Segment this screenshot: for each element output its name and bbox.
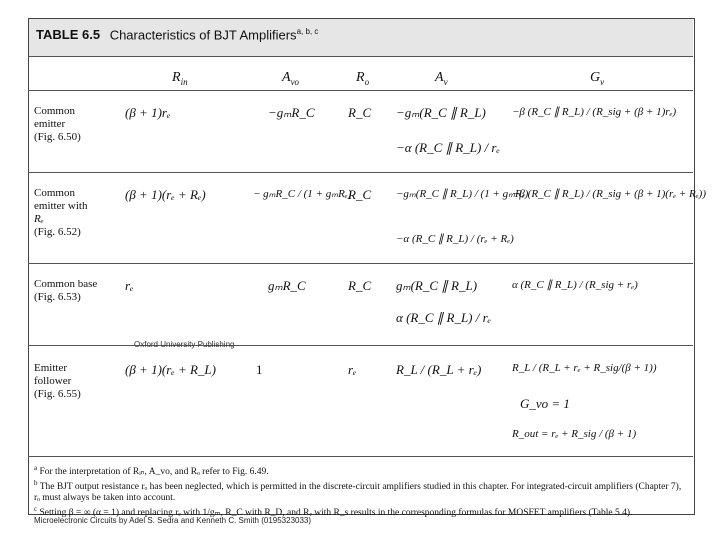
footer-citation: Microelectronic Circuits by Adel S. Sedra and Kenneth C. Smith (0195323033) (34, 516, 312, 525)
cell-av-alt: −α (R_C ∥ R_L) / rₑ (396, 140, 500, 155)
cell-rin: (β + 1)(rₑ + Rₑ) (125, 187, 206, 202)
table-title-superscript: a, b, c (296, 27, 319, 36)
cell-rin: (β + 1)rₑ (125, 105, 171, 120)
cell-ro: R_C (348, 187, 372, 202)
cell-gv: −β (R_C ∥ R_L) / (R_sig + (β + 1)(rₑ + Rₑ)) (512, 188, 706, 200)
cell-avo: 1 (256, 362, 263, 377)
cell-rin: rₑ (125, 278, 134, 293)
cell-avo: −gₘR_C (268, 105, 315, 120)
table-frame (28, 18, 695, 515)
row-label-common-base: Common base (Fig. 6.53) (34, 278, 98, 303)
row-label-emitter-follower: Emitter follower (Fig. 6.55) (34, 362, 81, 400)
row-rule (28, 172, 693, 173)
table-title-text: Characteristics of BJT Amplifiers (109, 27, 297, 43)
cell-av: gₘ(R_C ∥ R_L) (396, 278, 478, 293)
cell-gv: α (R_C ∥ R_L) / (R_sig + rₑ) (512, 279, 638, 291)
cell-ro: R_C (348, 278, 372, 293)
header-avo: $A_{vo}$ (282, 70, 300, 87)
cell-av: −gₘ(R_C ∥ R_L) (396, 105, 486, 120)
cell-rout: R_out = rₑ + R_sig / (β + 1) (512, 428, 637, 440)
cell-gv: −β (R_C ∥ R_L) / (R_sig + (β + 1)rₑ) (512, 106, 677, 118)
copyright-notice: Oxford University Publishing (134, 340, 235, 349)
footnote: $^a$ For the interpretation of Rᵢₙ, A_vo, and Rₒ refer to Fig. 6.49. (34, 464, 269, 478)
row-rule (28, 345, 693, 346)
cell-ro: rₑ (348, 362, 357, 377)
cell-av-alt: α (R_C ∥ R_L) / rₑ (396, 310, 492, 325)
header-rin: $R_{in}$ (172, 70, 188, 87)
notes-rule (28, 456, 693, 457)
cell-ro: R_C (348, 105, 372, 120)
table-number: TABLE 6.5 (36, 27, 101, 43)
header-av: $A_v$ (435, 70, 448, 87)
cell-gv: R_L / (R_L + rₑ + R_sig/(β + 1)) (512, 362, 657, 374)
cell-av-alt: −α (R_C ∥ R_L) / (rₑ + Rₑ) (396, 233, 514, 245)
cell-avo: − gₘR_C / (1 + gₘRₑ) (253, 188, 352, 200)
row-label-common-emitter: Common emitter (Fig. 6.50) (34, 105, 81, 143)
table-title (36, 27, 318, 42)
header-gv: $G_v$ (590, 70, 605, 87)
row-rule (28, 263, 693, 264)
cell-av: −gₘ(R_C ∥ R_L) / (1 + gₘRₑ) (396, 188, 529, 200)
cell-avo: gₘR_C (268, 278, 306, 293)
footnote: $^b$ The BJT output resistance rₒ has been neglected, which is permitted in the discrete-circuit amplifiers studied in this chapter. For integrated-circuit amplifiers (Chapter 7), rₒ must always be taken into account. (34, 479, 682, 504)
header-ro: $R_o$ (356, 70, 370, 87)
cell-rin: (β + 1)(rₑ + R_L) (125, 362, 216, 377)
cell-gvo: G_vo = 1 (520, 396, 570, 411)
header-rule (28, 90, 693, 91)
footnote: $^c$ Setting β = ∞ (α = 1) and replacing rₑ with 1/gₘ, R_C with R_D, and Rₑ with R_s results in the corresponding formulas for MOSFET amplifiers (Table 5.4). (34, 505, 633, 519)
cell-av: R_L / (R_L + rₑ) (396, 362, 482, 377)
row-label-common-emitter-re: Common emitter with Rₑ (Fig. 6.52) (34, 187, 88, 238)
footnotes (34, 463, 684, 519)
